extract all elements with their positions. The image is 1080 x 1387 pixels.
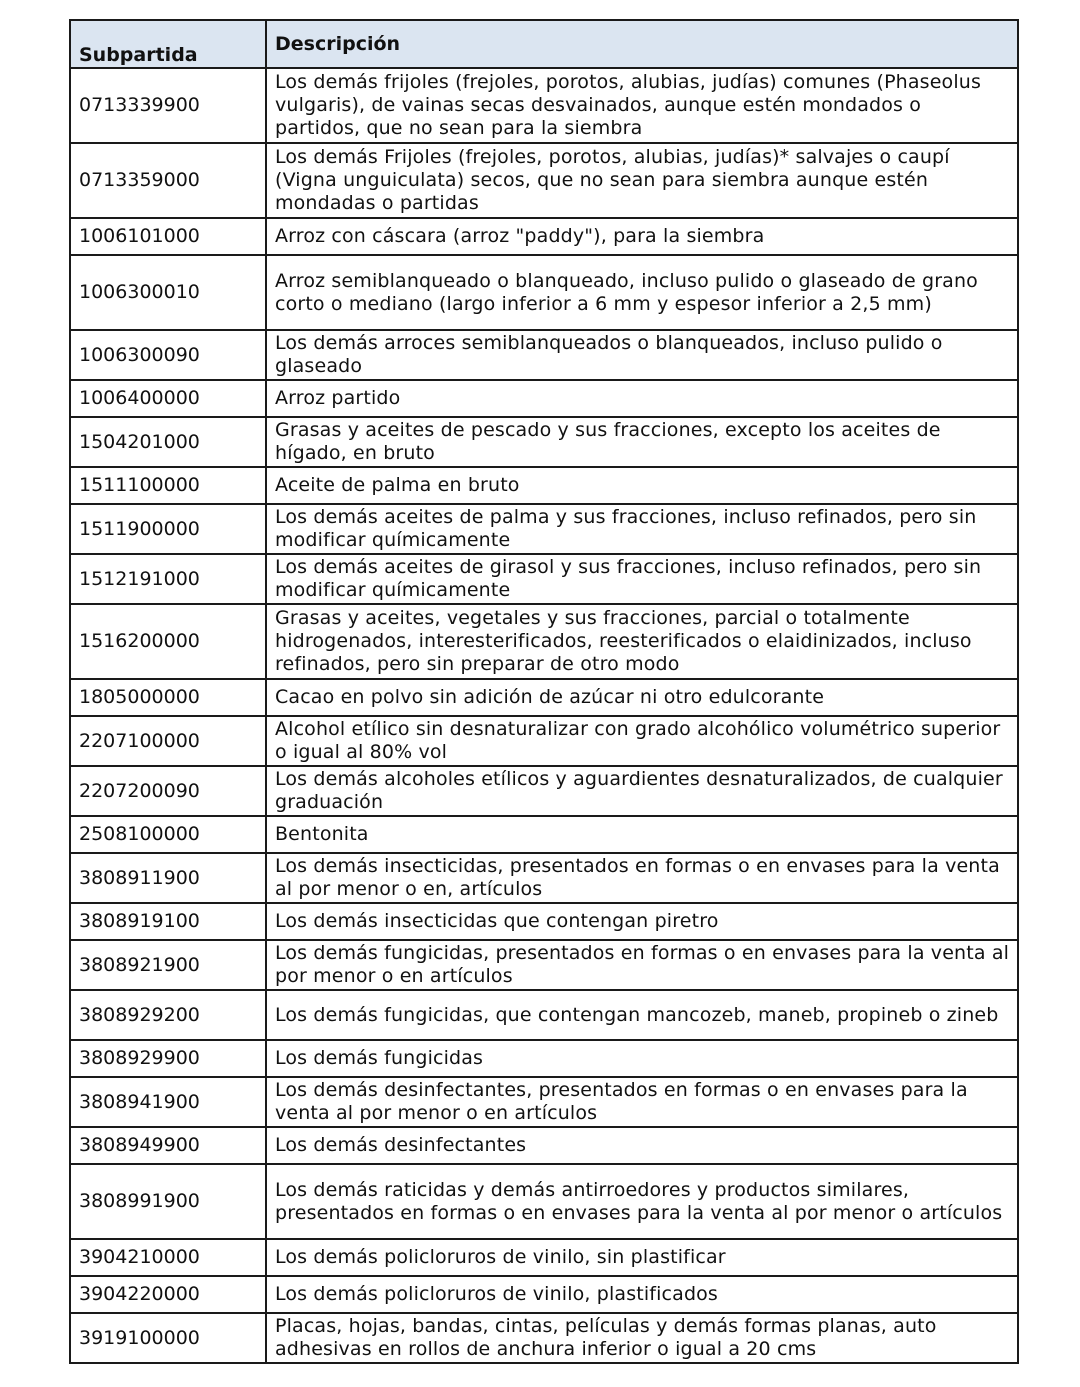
table-row	[70, 417, 1018, 467]
descripcion-cell: Los demás frijoles (frejoles, porotos, alubias, judías) comunes (Phaseolus vulgaris), de vainas secas desvainados, aunque estén mondados o partidos, que no sean para la siembra	[266, 68, 1018, 143]
subpartida-cell: 1516200000	[70, 604, 266, 679]
descripcion-cell: Los demás arroces semiblanqueados o blanqueados, incluso pulido o glaseado	[266, 330, 1018, 380]
header-row	[70, 20, 1018, 68]
descripcion-cell: Los demás insecticidas que contengan piretro	[266, 903, 1018, 940]
subpartida-cell: 3904220000	[70, 1276, 266, 1313]
table-row	[70, 853, 1018, 903]
descripcion-cell: Los demás Frijoles (frejoles, porotos, alubias, judías)* salvajes o caupí (Vigna unguiculata) secos, que no sean para siembra aunque estén mondadas o partidas	[266, 143, 1018, 218]
subpartida-cell: 2508100000	[70, 816, 266, 853]
descripcion-cell: Arroz partido	[266, 380, 1018, 417]
table-row	[70, 604, 1018, 679]
descripcion-cell: Arroz semiblanqueado o blanqueado, incluso pulido o glaseado de grano corto o mediano (largo inferior a 6 mm y espesor inferior a 2,5 mm)	[266, 255, 1018, 330]
table-body	[70, 68, 1018, 1363]
table-row	[70, 504, 1018, 554]
descripcion-cell: Bentonita	[266, 816, 1018, 853]
subpartida-cell: 1006400000	[70, 380, 266, 417]
table-row	[70, 1127, 1018, 1164]
subpartida-cell: 0713359000	[70, 143, 266, 218]
descripcion-cell: Los demás fungicidas, que contengan mancozeb, maneb, propineb o zineb	[266, 990, 1018, 1040]
table-row	[70, 679, 1018, 716]
subpartida-cell: 2207200090	[70, 766, 266, 816]
table-row	[70, 766, 1018, 816]
table-row	[70, 380, 1018, 417]
subpartida-cell: 3919100000	[70, 1313, 266, 1363]
table-row	[70, 330, 1018, 380]
table-row	[70, 1164, 1018, 1239]
table-row	[70, 1276, 1018, 1313]
table-row	[70, 1040, 1018, 1077]
descripcion-cell: Los demás alcoholes etílicos y aguardientes desnaturalizados, de cualquier graduación	[266, 766, 1018, 816]
subpartida-cell: 1006300090	[70, 330, 266, 380]
header-descripcion: Descripción	[266, 20, 1018, 68]
descripcion-cell: Placas, hojas, bandas, cintas, películas y demás formas planas, auto adhesivas en rollos de anchura inferior o igual a 20 cms	[266, 1313, 1018, 1363]
descripcion-cell: Alcohol etílico sin desnaturalizar con grado alcohólico volumétrico superior o igual al 80% vol	[266, 716, 1018, 766]
descripcion-cell: Arroz con cáscara (arroz "paddy"), para la siembra	[266, 218, 1018, 255]
descripcion-cell: Cacao en polvo sin adición de azúcar ni otro edulcorante	[266, 679, 1018, 716]
descripcion-cell: Los demás aceites de palma y sus fracciones, incluso refinados, pero sin modificar químicamente	[266, 504, 1018, 554]
table-row	[70, 255, 1018, 330]
tariff-subheading-table	[69, 19, 1019, 1364]
table-row	[70, 1239, 1018, 1276]
descripcion-cell: Los demás fungicidas, presentados en formas o en envases para la venta al por menor o en artículos	[266, 940, 1018, 990]
table-row	[70, 903, 1018, 940]
subpartida-cell: 3808929900	[70, 1040, 266, 1077]
descripcion-cell: Los demás policloruros de vinilo, sin plastificar	[266, 1239, 1018, 1276]
descripcion-cell: Grasas y aceites de pescado y sus fracciones, excepto los aceites de hígado, en bruto	[266, 417, 1018, 467]
subpartida-cell: 3808941900	[70, 1077, 266, 1127]
subpartida-cell: 1006300010	[70, 255, 266, 330]
table-row	[70, 1077, 1018, 1127]
subpartida-cell: 1511100000	[70, 467, 266, 504]
subpartida-cell: 3808911900	[70, 853, 266, 903]
subpartida-cell: 3808921900	[70, 940, 266, 990]
table-row	[70, 716, 1018, 766]
subpartida-cell: 1512191000	[70, 554, 266, 604]
table-row	[70, 68, 1018, 143]
subpartida-cell: 1511900000	[70, 504, 266, 554]
table-row	[70, 467, 1018, 504]
table-row	[70, 816, 1018, 853]
descripcion-cell: Los demás policloruros de vinilo, plastificados	[266, 1276, 1018, 1313]
table-row	[70, 990, 1018, 1040]
subpartida-cell: 2207100000	[70, 716, 266, 766]
subpartida-cell: 3808949900	[70, 1127, 266, 1164]
table-row	[70, 554, 1018, 604]
descripcion-cell: Aceite de palma en bruto	[266, 467, 1018, 504]
descripcion-cell: Los demás desinfectantes	[266, 1127, 1018, 1164]
descripcion-cell: Los demás insecticidas, presentados en formas o en envases para la venta al por menor o en, artículos	[266, 853, 1018, 903]
header-subpartida: Subpartida	[70, 20, 266, 68]
table-row	[70, 143, 1018, 218]
table-row	[70, 940, 1018, 990]
table-row	[70, 1313, 1018, 1363]
subpartida-cell: 1504201000	[70, 417, 266, 467]
subpartida-cell: 0713339900	[70, 68, 266, 143]
subpartida-cell: 3808991900	[70, 1164, 266, 1239]
descripcion-cell: Los demás aceites de girasol y sus fracciones, incluso refinados, pero sin modificar químicamente	[266, 554, 1018, 604]
subpartida-cell: 3904210000	[70, 1239, 266, 1276]
subpartida-cell: 1805000000	[70, 679, 266, 716]
descripcion-cell: Los demás raticidas y demás antirroedores y productos similares, presentados en formas o en envases para la venta al por menor o artículos	[266, 1164, 1018, 1239]
table-row	[70, 218, 1018, 255]
descripcion-cell: Los demás desinfectantes, presentados en formas o en envases para la venta al por menor o en artículos	[266, 1077, 1018, 1127]
descripcion-cell: Grasas y aceites, vegetales y sus fracciones, parcial o totalmente hidrogenados, interesterificados, reesterificados o elaidinizados, incluso refinados, pero sin preparar de otro modo	[266, 604, 1018, 679]
subpartida-cell: 3808929200	[70, 990, 266, 1040]
subpartida-cell: 3808919100	[70, 903, 266, 940]
descripcion-cell: Los demás fungicidas	[266, 1040, 1018, 1077]
subpartida-cell: 1006101000	[70, 218, 266, 255]
